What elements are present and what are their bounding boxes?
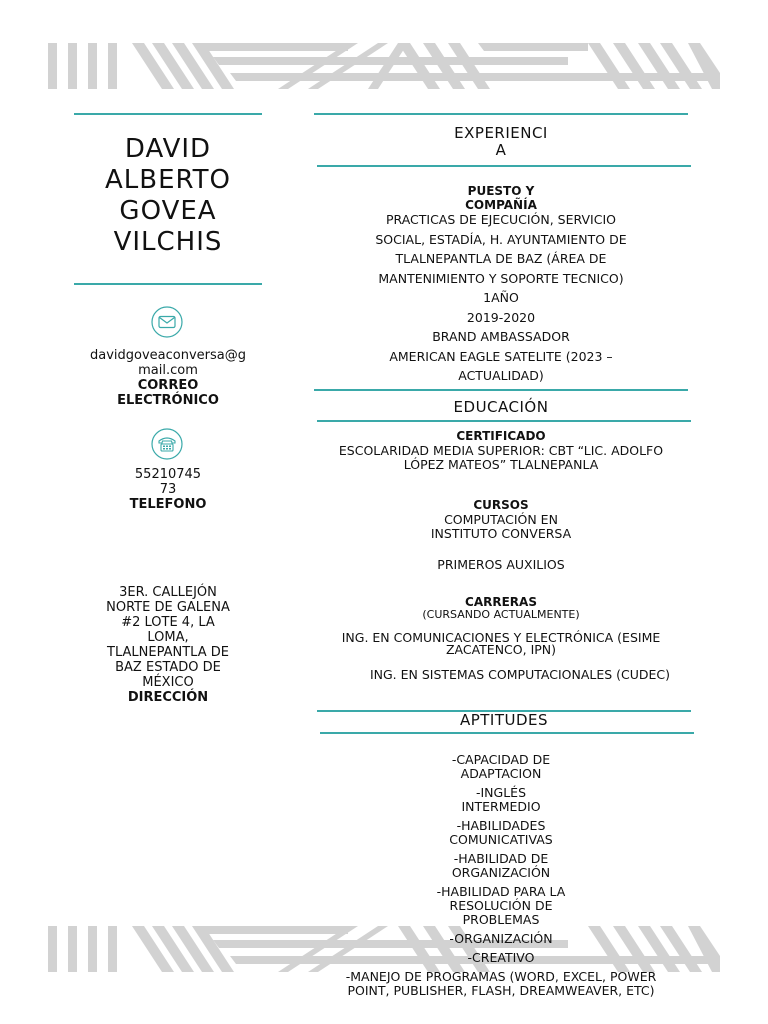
course-line: COMPUTACIÓN EN <box>444 512 558 527</box>
skill-item <box>314 819 688 847</box>
certificate-line: ESCOLARIDAD MEDIA SUPERIOR: CBT “LIC. ADOLFO <box>338 443 664 458</box>
skill-item <box>314 951 688 965</box>
experience-line: PRACTICAS DE EJECUCIÓN, SERVICIO <box>385 212 617 227</box>
email-value[interactable]: mail.com <box>138 363 198 378</box>
phone-block <box>74 467 262 512</box>
skill-item <box>314 932 688 946</box>
certificate-details <box>314 444 688 472</box>
skill-line: INTERMEDIO <box>461 799 541 814</box>
experience-line: AMERICAN EAGLE SATELITE (2023 – <box>389 348 613 364</box>
skills-bottom-rule <box>320 732 694 734</box>
skill-line: COMUNICATIVAS <box>449 832 553 847</box>
address-block <box>74 585 262 705</box>
skill-line: PROBLEMAS <box>462 912 540 927</box>
top-decorative-band <box>48 43 720 89</box>
envelope-icon <box>151 306 183 338</box>
career-1-line: ZACATENCO, IPN) <box>445 642 557 657</box>
experience-line: BRAND AMBASSADOR <box>432 329 570 344</box>
skills-list <box>314 753 688 998</box>
certificate-heading: CERTIFICADO <box>456 429 546 443</box>
career-1-line: ING. EN COMUNICACIONES Y ELECTRÓNICA (ESIME <box>341 630 661 645</box>
skills-title: APTITUDES <box>459 711 549 729</box>
skill-line: -HABILIDAD DE <box>453 851 549 866</box>
phone-value[interactable]: 73 <box>159 482 177 497</box>
address-line: TLALNEPANTLA DE <box>107 645 229 660</box>
address-line: #2 LOTE 4, LA <box>121 615 215 630</box>
skill-line: -MANEJO DE PROGRAMAS (WORD, EXCEL, POWER <box>345 969 657 984</box>
experience-heading-line: COMPAÑÍA <box>465 198 537 212</box>
experience-title <box>314 125 688 159</box>
email-value[interactable]: davidgoveaconversa@g <box>89 348 246 363</box>
skill-item <box>314 852 688 880</box>
name-line: ALBERTO <box>104 165 232 195</box>
name-bottom-rule <box>74 283 262 285</box>
experience-bottom-rule <box>317 165 691 167</box>
skill-line: POINT, PUBLISHER, FLASH, DREAMWEAVER, ETC) <box>347 983 655 998</box>
skill-line: ORGANIZACIÓN <box>451 865 551 880</box>
skill-line: ADAPTACION <box>460 766 542 781</box>
education-title: EDUCACIÓN <box>453 398 549 416</box>
education-top-rule <box>314 389 688 391</box>
experience-heading-line: PUESTO Y <box>467 184 535 198</box>
experience-heading <box>314 184 688 212</box>
skill-line: -ORGANIZACIÓN <box>449 931 553 946</box>
certificate-line: LÓPEZ MATEOS” TLALNEPANLA <box>403 457 599 472</box>
skill-item <box>314 786 688 814</box>
email-block <box>74 348 262 408</box>
experience-line: SOCIAL, ESTADÍA, H. AYUNTAMIENTO DE <box>375 231 627 247</box>
experience-title-line: EXPERIENCI <box>454 124 548 142</box>
skill-line: -HABILIDAD PARA LA <box>436 884 566 899</box>
email-label: ELECTRÓNICO <box>117 393 219 408</box>
career-1 <box>314 632 688 656</box>
skill-line: -INGLÉS <box>475 785 527 800</box>
telephone-icon <box>151 428 183 460</box>
skill-line: -CREATIVO <box>467 950 535 965</box>
candidate-name <box>74 134 262 258</box>
skill-line: RESOLUCIÓN DE <box>449 898 553 913</box>
name-line: GOVEA <box>119 196 217 226</box>
courses-heading: CURSOS <box>473 498 529 512</box>
experience-line: MANTENIMIENTO Y SOPORTE TECNICO) <box>378 270 624 286</box>
address-line: 3ER. CALLEJÓN <box>119 585 217 600</box>
careers-note: (CURSANDO ACTUALMENTE) <box>422 608 580 621</box>
education-bottom-rule <box>317 420 691 422</box>
experience-line: ACTUALIDAD) <box>458 368 544 383</box>
address-label: DIRECCIÓN <box>127 690 209 705</box>
skill-line: -HABILIDADES <box>456 818 546 833</box>
phone-value[interactable]: 55210745 <box>134 467 202 482</box>
experience-line: TLALNEPANTLA DE BAZ (ÁREA DE <box>395 251 607 266</box>
name-line: VILCHIS <box>113 227 223 257</box>
career-2: ING. EN SISTEMAS COMPUTACIONALES (CUDEC) <box>369 667 671 682</box>
experience-line: 2019-2020 <box>466 309 536 325</box>
skill-item <box>314 885 688 927</box>
phone-label: TELEFONO <box>129 497 207 512</box>
address-line: LOMA, <box>147 630 189 645</box>
skill-line: -CAPACIDAD DE <box>451 752 551 767</box>
name-top-rule <box>74 113 262 115</box>
experience-title-line: A <box>495 141 507 159</box>
experience-line: 1AÑO <box>483 290 519 305</box>
courses-details <box>314 513 688 541</box>
email-label: CORREO <box>137 378 199 393</box>
address-line: MÉXICO <box>142 675 194 690</box>
skill-item <box>314 970 688 998</box>
experience-details <box>314 210 688 386</box>
experience-top-rule <box>314 113 688 115</box>
careers-heading: CARRERAS <box>465 595 537 609</box>
name-line: DAVID <box>124 134 212 164</box>
address-line: BAZ ESTADO DE <box>115 660 221 675</box>
skill-item <box>314 753 688 781</box>
address-line: NORTE DE GALENA <box>106 600 230 615</box>
course-first-aid: PRIMEROS AUXILIOS <box>437 557 565 572</box>
course-line: INSTITUTO CONVERSA <box>430 526 572 541</box>
